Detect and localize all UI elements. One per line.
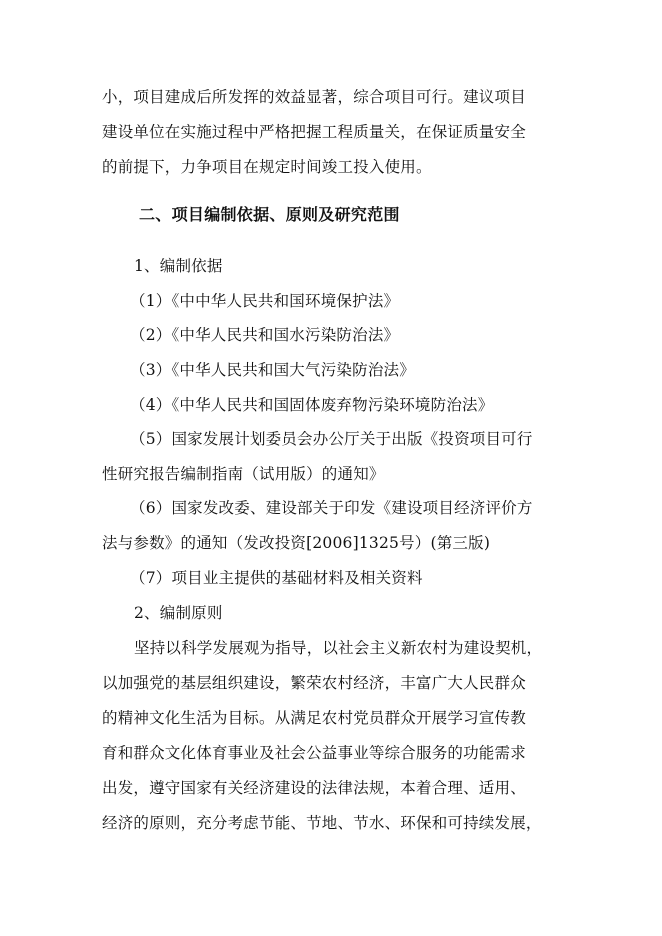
- principles-line-3: 的精神文化生活为目标。从满足农村党员群众开展学习宣传教: [102, 709, 526, 727]
- principles-line-1: 坚持以科学发展观为指导，以社会主义新农村为建设契机，: [134, 639, 543, 657]
- basis-item-2: （2）《中华人民共和国水污染防治法》: [130, 326, 400, 344]
- principles-subtitle: 2、编制原则: [134, 604, 223, 622]
- principles-line-4: 育和群众文化体育事业及社会公益事业等综合服务的功能需求: [102, 744, 526, 762]
- basis-item-7: （7）项目业主提供的基础材料及相关资料: [130, 569, 423, 587]
- basis-item-1: （1）《中中华人民共和国环境保护法》: [130, 292, 400, 310]
- principles-line-6: 经济的原则，充分考虑节能、节地、节水、环保和可持续发展，: [102, 814, 542, 832]
- basis-subtitle: 1、编制依据: [134, 257, 223, 275]
- basis-item-5-cont: 性研究报告编制指南（试用版）的通知》: [102, 465, 385, 483]
- principles-line-5: 出发，遵守国家有关经济建设的法律法规，本着合理、适用、: [102, 779, 526, 797]
- section-heading: 二、项目编制依据、原则及研究范围: [139, 205, 400, 224]
- basis-item-4: （4）《中华人民共和国固体废弃物污染环境防治法》: [130, 396, 494, 414]
- principles-line-2: 以加强党的基层组织建设，繁荣农村经济，丰富广大人民群众: [102, 674, 526, 692]
- intro-line-1: 小，项目建成后所发挥的效益显著，综合项目可行。建议项目: [102, 88, 526, 106]
- basis-item-6-cont: 法与参数》的通知（发改投资[2006]1325号）(第三版): [102, 534, 491, 552]
- basis-item-6: （6）国家发改委、建设部关于印发《建设项目经济评价方: [130, 499, 533, 517]
- intro-line-3: 的前提下，力争项目在规定时间竣工投入使用。: [102, 158, 432, 176]
- basis-item-5: （5）国家发展计划委员会办公厅关于出版《投资项目可行: [130, 430, 533, 448]
- intro-line-2: 建设单位在实施过程中严格把握工程质量关，在保证质量安全: [102, 123, 526, 141]
- basis-item-3: （3）《中华人民共和国大气污染防治法》: [130, 361, 415, 379]
